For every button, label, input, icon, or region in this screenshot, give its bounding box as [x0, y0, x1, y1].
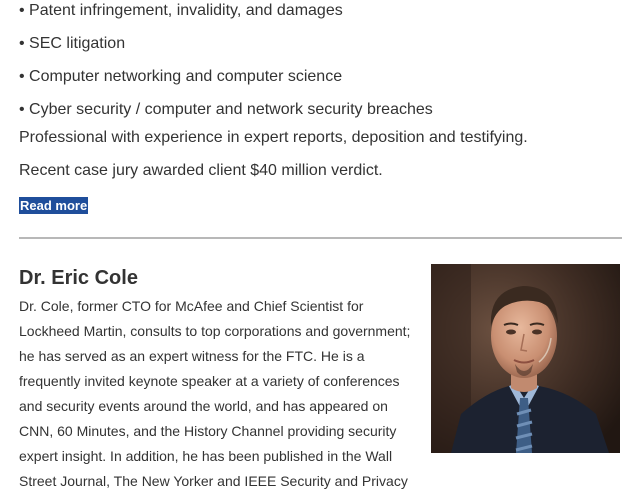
bio-line: frequently invited keynote speaker at a variety of conferences	[19, 373, 400, 389]
expertise-item: • Patent infringement, invalidity, and damages	[19, 2, 343, 19]
summary-experience: Professional with experience in expert reports, deposition and testifying.	[19, 129, 528, 146]
expert-portrait-image	[431, 264, 620, 453]
bio-line: expert insight. In addition, he has been published in the Wall	[19, 448, 393, 464]
expert-name: Dr. Eric Cole	[19, 267, 138, 289]
expertise-list	[19, 0, 433, 126]
expert-bio	[19, 294, 439, 494]
read-more-link[interactable]: Read more	[20, 198, 88, 213]
summary-verdict: Recent case jury awarded client $40 million verdict.	[19, 162, 383, 179]
expertise-item: • Computer networking and computer science	[19, 68, 343, 85]
bio-line: Lockheed Martin, consults to top corporations and government;	[19, 323, 411, 339]
bio-line: he has served as an expert witness for the FTC. He is a	[19, 348, 365, 364]
expertise-item: • Cyber security / computer and network security breaches	[19, 101, 433, 118]
expertise-item: • SEC litigation	[19, 35, 126, 52]
bio-line: and security events around the world, and has appeared on	[19, 398, 388, 414]
expert-photo	[431, 264, 620, 453]
bio-line: CNN, 60 Minutes, and the History Channel providing security	[19, 423, 397, 439]
section-divider	[19, 237, 622, 239]
bio-line: Dr. Cole, former CTO for McAfee and Chief Scientist for	[19, 298, 364, 314]
bio-line: Street Journal, The New Yorker and IEEE Security and Privacy	[19, 473, 408, 489]
